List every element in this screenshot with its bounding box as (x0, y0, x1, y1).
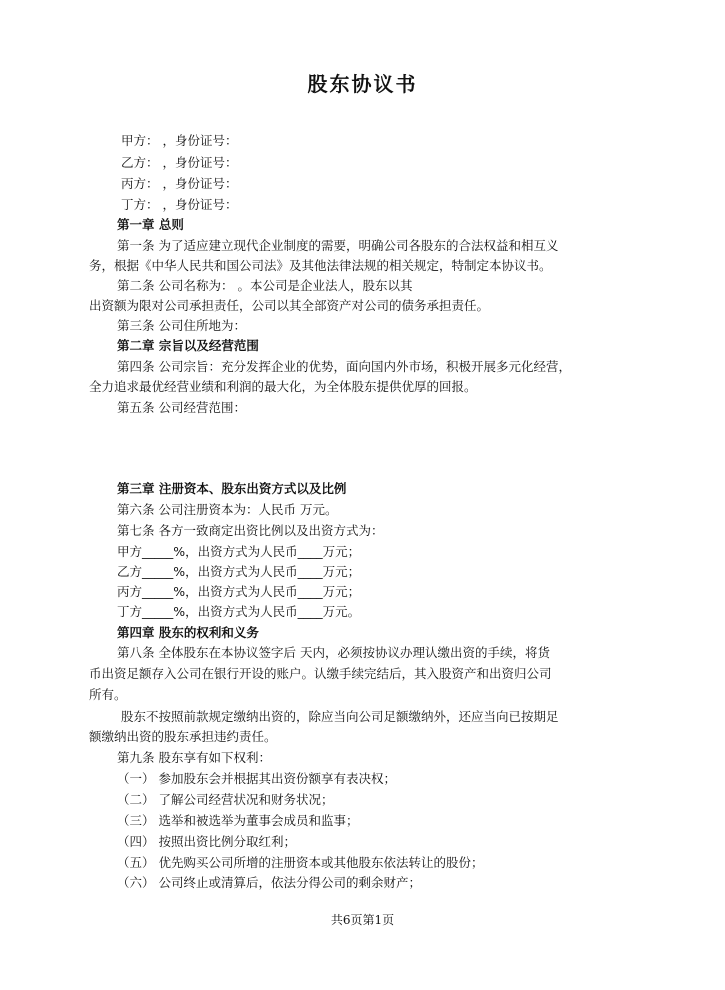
paragraph-line: 第六条 公司注册资本为：人民币 万元。 (117, 502, 338, 517)
contribution-line: 乙方_____%，出资方式为人民币____万元； (117, 564, 361, 579)
paragraph-line: 出资额为限对公司承担责任，公司以其全部资产对公司的债务承担责任。 (89, 298, 490, 313)
page-footer: 共6页第1页 (330, 913, 395, 927)
paragraph-line: 第五条 公司经营范围： (117, 400, 246, 415)
rights-item: （六） 公司终止或清算后，依法分得公司的剩余财产； (117, 875, 421, 890)
chapter-heading: 第三章 注册资本、股东出资方式以及比例 (117, 481, 347, 496)
paragraph-line: 第二条 公司名称为： 。本公司是企业法人，股东以其 (117, 278, 413, 293)
paragraph-line: 第九条 股东享有如下权利： (117, 750, 271, 765)
chapter-heading: 第二章 宗旨以及经营范围 (117, 338, 259, 353)
paragraph-line: 第八条 全体股东在本协议签字后 天内，必须按协议办理认缴出资的手续，将货 (117, 645, 550, 660)
paragraph-line: 股东不按照前款规定缴纳出资的，除应当向公司足额缴纳外，还应当向已按期足 (121, 709, 559, 724)
party-line: 乙方： ，身份证号： (121, 155, 238, 170)
contribution-line: 丙方_____%，出资方式为人民币____万元； (117, 584, 361, 599)
contribution-line: 甲方_____%，出资方式为人民币____万元； (117, 544, 361, 559)
rights-item: （三） 选举和被选举为董事会成员和监事； (117, 813, 359, 828)
chapter-heading: 第一章 总则 (117, 217, 184, 232)
contribution-line: 丁方_____%，出资方式为人民币____万元。 (117, 604, 361, 619)
rights-item: （二） 了解公司经营状况和财务状况； (117, 792, 334, 807)
paragraph-line: 全力追求最优经营业绩和利润的最大化，为全体股东提供优厚的回报。 (89, 379, 477, 394)
paragraph-line: 务，根据《中华人民共和国公司法》及其他法律法规的相关规定，特制定本协议书。 (89, 258, 552, 273)
paragraph-line: 第三条 公司住所地为： (117, 318, 246, 333)
paragraph-line: 第四条 公司宗旨：充分发挥企业的优势，面向国内外市场，积极开展多元化经营， (117, 359, 571, 374)
chapter-heading: 第四章 股东的权利和义务 (117, 625, 259, 640)
rights-item: （一） 参加股东会并根据其出资份额享有表决权； (117, 771, 396, 786)
rights-item: （四） 按照出资比例分取红利； (117, 834, 296, 849)
party-line: 丁方： ，身份证号： (121, 197, 238, 212)
party-line: 丙方： ，身份证号： (121, 176, 238, 191)
party-line: 甲方： ，身份证号： (121, 133, 238, 148)
paragraph-line: 第一条 为了适应建立现代企业制度的需要，明确公司各股东的合法权益和相互义 (117, 238, 559, 253)
paragraph-line: 第七条 各方一致商定出资比例以及出资方式为： (117, 523, 384, 538)
document-title: 股东协议书 (307, 72, 418, 96)
paragraph-line: 额缴纳出资的股东承担违约责任。 (89, 729, 277, 744)
paragraph-line: 币出资足额存入公司在银行开设的账户。认缴手续完结后，其入股资产和出资归公司 (89, 666, 552, 681)
rights-item: （五） 优先购买公司所增的注册资本或其他股东依法转让的股份； (117, 855, 484, 870)
paragraph-line: 所有。 (89, 687, 127, 702)
